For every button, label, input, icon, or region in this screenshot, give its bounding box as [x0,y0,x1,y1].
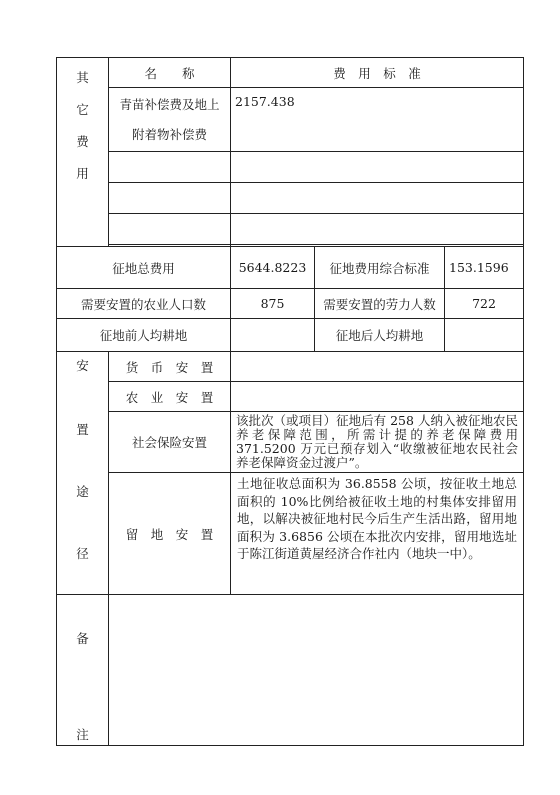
fee-value-empty [231,183,524,214]
agri-label: 农 业 安 置 [109,382,231,412]
fee-value-empty [231,152,524,183]
ag-pop-value: 875 [231,289,315,319]
fee-name-line2: 附着物补偿费 [131,127,207,142]
reserved-value: 土地征收总面积为 36.8558 公顷，按征收土地总面积的 10%比例给被征收土地的村集体安排留用地，以解决被征地村民今后生产生活出路，留用地面积为 3.6856 公顷在本批次内安排，留用地选址于陈江街道黄屋经济合作社内（地块一中）。 [231,473,524,595]
summary-row-population [57,289,524,319]
resettle-row-social [57,412,524,473]
fee-name-line1: 青苗补偿费及地上 [119,97,220,112]
composite-std-label: 征地费用综合标准 [315,247,445,289]
other-fees-header-row [57,58,524,88]
resettle-row-agri [57,382,524,412]
fee-row-empty [57,183,524,214]
land-acquisition-form [56,57,524,746]
labor-label: 需要安置的劳力人数 [315,289,445,319]
before-value [231,319,315,352]
fee-value-empty [231,214,524,245]
resettle-row-reserved [57,473,524,595]
fee-row [57,88,524,152]
fee-name-empty [109,183,231,214]
total-fee-value: 5644.8223 [231,247,315,289]
resettle-row-currency [57,352,524,382]
composite-std-value: 153.1596 [445,247,524,289]
remarks-value [109,595,524,746]
social-value: 该批次（或项目）征地后有 258 人纳入被征地农民养老保障范围，所需计提的养老保障费用 371.5200 万元已预存划入“收缴被征地农民社会养老保障资金过渡户”。 [231,412,524,473]
summary-row-total [57,247,524,289]
after-label: 征地后人均耕地 [315,319,445,352]
fee-name-cell [109,88,231,152]
before-label: 征地前人均耕地 [57,319,231,352]
reserved-label: 留 地 安 置 [109,473,231,595]
currency-label: 货 币 安 置 [109,352,231,382]
summary-row-farmland [57,319,524,352]
ag-pop-label: 需要安置的农业人口数 [57,289,231,319]
resettle-side-label: 安 置 途 径 [57,352,109,595]
total-fee-label: 征地总费用 [57,247,231,289]
header-name: 名 称 [109,58,231,88]
fee-row-empty [57,152,524,183]
after-value [445,319,524,352]
labor-value: 722 [445,289,524,319]
agri-value [231,382,524,412]
other-fees-side-label: 其 它 费 用 [57,58,109,247]
fee-value: 2157.438 [231,88,524,152]
currency-value [231,352,524,382]
fee-name-empty [109,214,231,245]
fee-row-empty [57,214,524,245]
remarks-side-label: 备 注 [57,595,109,746]
fee-name-empty [109,152,231,183]
remarks-row [57,595,524,746]
header-standard: 费 用 标 准 [231,58,524,88]
social-label: 社会保险安置 [109,412,231,473]
